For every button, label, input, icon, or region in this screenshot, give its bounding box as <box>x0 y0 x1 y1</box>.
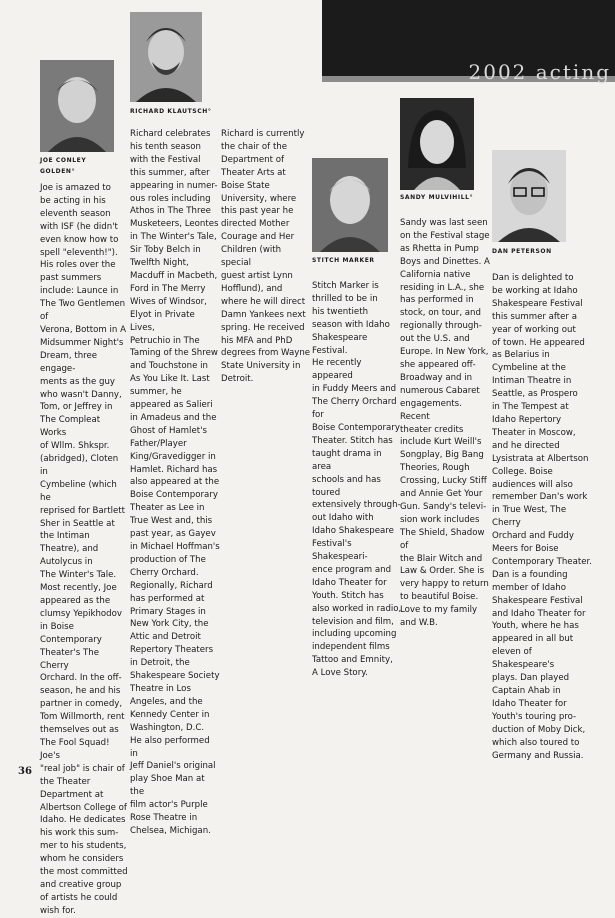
headshot-stitch-marker <box>312 158 388 252</box>
page-header-title: 2002 acting <box>468 60 611 84</box>
actor-name-richard-klautsch: RICHARD KLAUTSCH° <box>130 108 212 115</box>
portrait-icon <box>40 60 114 152</box>
actor-bio-richard-klautsch-continued: Richard is currently the chair of the Department of Theater Arts at Boise State University, where this past year he directed Mother Courage and Her Children (with special guest artist Lynn Hofflund), and where he will direct Damn Yankees next spring. He received his MFA and PhD degrees from Wayne State University in Detroit. <box>221 129 311 385</box>
headshot-joe-conley-golden <box>40 60 114 152</box>
headshot-richard-klautsch <box>130 12 202 102</box>
actor-name-dan-peterson: DAN PETERSON <box>492 248 552 255</box>
headshot-sandy-mulvihill <box>400 98 474 190</box>
headshot-dan-peterson <box>492 150 566 242</box>
portrait-icon <box>400 98 474 190</box>
actor-name-sandy-mulvihill: SANDY MULVIHILL° <box>400 194 474 201</box>
actor-bio-dan-peterson: Dan is delighted to be working at Idaho Shakespeare Festival this summer after a year of working out of town. He appeared as Belarius in Cymbeline at the Intiman Theatre in Seattle, as Prospero in The Tempest at Idaho Repertory Theater in Moscow, and he directed Lysistrata at Albertson College. Boise audiences will also remember Dan's work in True West, The Cherry Orchard and Fuddy Meers for Boise Contemporary Theater. Dan is a founding member of Idaho Shakespeare Festival and Idaho Theater for Youth, where he has appeared in all but eleven of Shakespeare's plays. Dan played Captain Ahab in Idaho Theater for Youth's touring pro- duction of Moby Dick, which also toured to Germany and Russia. <box>492 273 592 761</box>
page-number: 36 <box>18 766 32 777</box>
actor-bio-stitch-marker: Stitch Marker is thrilled to be in his twentieth season with Idaho Shakespeare Festival. He recently appeared in Fuddy Meers and The Cherry Orchard for Boise Contemporary Theater. Stitch has taught drama in area schools and has toured extensively through- out Idaho with Idaho Shakespeare Festival's Shakespeari- ence program and Idaho Theater for Youth. Stitch has also worked in radio, television and film, including upcoming independent films Tattoo and Emnity, A Love Story. <box>312 281 402 679</box>
actor-name-joe-conley-golden: JOE CONLEY GOLDEN° <box>40 157 87 175</box>
actor-bio-richard-klautsch: Richard celebrates his tenth season with the Festival this summer, after appearing in numer- ous roles including Athos in The Three Musketeers, Leontes in The Winter's Tale, Sir Toby Belch in Twelfth Night, Macduff in Macbeth, Ford in The Merry Wives of Windsor, Elyot in Private Lives, Petruchio in The Taming of the Shrew and Touchstone in As You Like It. Last summer, he appeared as Salieri in Amadeus and the Ghost of Hamlet's Father/Player King/Gravedigger in Hamlet. Richard has also appeared at the Boise Contemporary Theater as Lee in True West and, this past year, as Gayev in Michael Hoffman's production of The Cherry Orchard. Regionally, Richard has performed at Primary Stages in New York City, the Attic and Detroit Repertory Theaters in Detroit, the Shakespeare Society Theatre in Los Angeles, and the Kennedy Center in Washington, D.C. He also performed in Jeff Daniel's original play Shoe Man at the film actor's Purple Rose Theatre in Chelsea, Michigan. <box>130 129 220 836</box>
actor-bio-sandy-mulvihill: Sandy was last seen on the Festival stage as Rhetta in Pump Boys and Dinettes. A California native residing in L.A., she has performed in stock, on tour, and regionally through- out the U.S. and Europe. In New York, she appeared off- Broadway and in numerous Cabaret engagements. Recent theater credits include Kurt Weill's Songplay, Big Bang Theories, Rough Crossing, Lucky Stiff and Annie Get Your Gun. Sandy's televi- sion work includes The Shield, Shadow of the Blair Witch and Law & Order. She is very happy to return to beautiful Boise. Love to my family and W.B. <box>400 218 490 629</box>
actor-bio-joe-conley-golden: Joe is amazed to be acting in his eleventh season with ISF (he didn't even know how to spell "eleventh!"). His roles over the past summers include: Launce in The Two Gentlemen of Verona, Bottom in A Midsummer Night's Dream, three engage- ments as the guy who wasn't Danny, Tom, or Jeffrey in The Compleat Works of Wllm. Shkspr. (abridged), Cloten in Cymbeline (which he reprised for Bartlett Sher in Seattle at the Intiman Theatre), and Autolycus in The Winter's Tale. Most recently, Joe appeared as the clumsy Yepikhodov in Boise Contemporary Theater's The Cherry Orchard. In the off- season, he and his partner in comedy, Tom Willmorth, rent themselves out as The Fool Squad! Joe's "real job" is chair of the Theater Department at Albertson College of Idaho. He dedicates his work this sum- mer to his students, whom he considers the most committed and creative group of artists he could wish for. <box>40 183 128 916</box>
portrait-icon <box>130 12 202 102</box>
portrait-icon <box>492 150 566 242</box>
portrait-icon <box>312 158 388 252</box>
actor-name-stitch-marker: STITCH MARKER <box>312 257 375 264</box>
